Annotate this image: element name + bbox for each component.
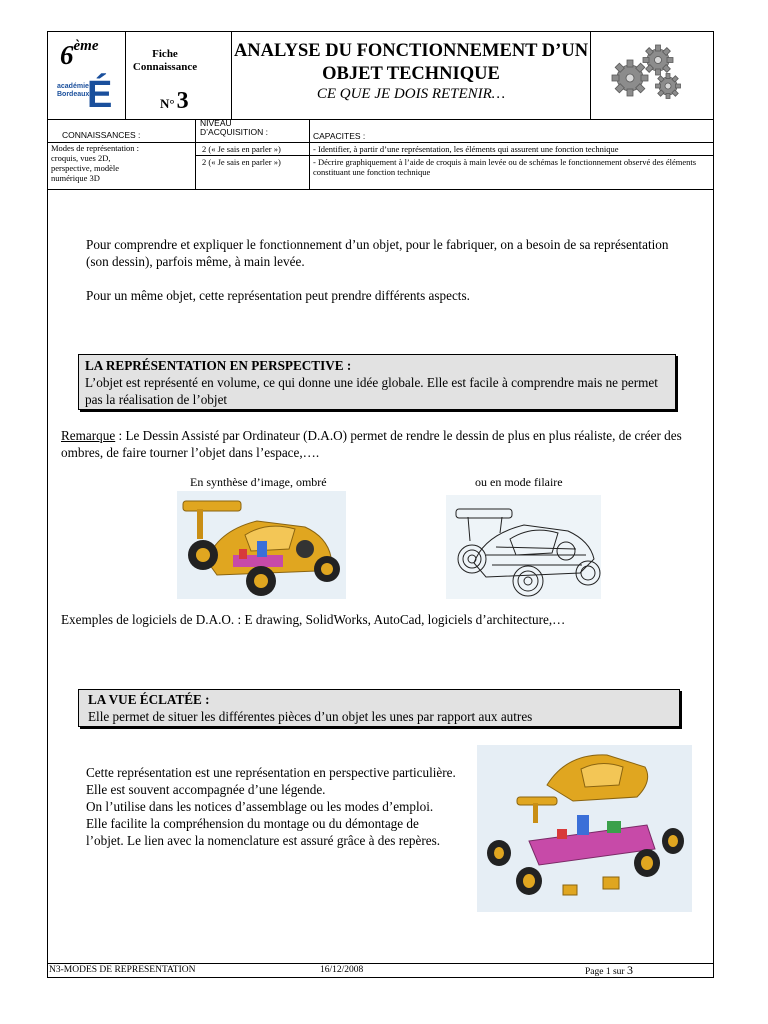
intro-paragraph: Pour un même objet, cette représentation peut prendre différents aspects. — [86, 288, 470, 303]
table-divider — [309, 119, 310, 189]
col-capacites-head: CAPACITES : — [313, 131, 366, 141]
exploded-line: Elle facilite la compréhension du montage ou du démontage de l’objet. Le lien avec la nomenclature est assuré grâce à des repères. — [86, 816, 441, 848]
exploded-heading: LA VUE ÉCLATÉE : — [88, 692, 210, 707]
caption-wire: ou en mode filaire — [475, 475, 563, 489]
page-title: ANALYSE DU FONCTIONNEMENT D’UN OBJET TECHNIQUE — [233, 41, 589, 84]
exploded-line: Elle est souvent accompagnée d’une légende. — [86, 782, 326, 797]
header-divider — [590, 31, 591, 119]
perspective-body: L’objet est représenté en volume, ce qui donne une idée globale. Elle est facile à comprendre mais ne permet pas la réalisation de l’objet — [85, 375, 658, 407]
exploded-line: On l’utilise dans les notices d’assemblage ou les modes d’emploi. — [86, 799, 434, 814]
header-bottom-line — [47, 119, 714, 120]
exploded-box — [78, 689, 680, 727]
col-connaissances-head: CONNAISSANCES : — [62, 130, 141, 140]
header-divider — [125, 31, 126, 119]
fiche-number: N°3 — [160, 88, 189, 114]
capacite-cell: - Identifier, à partir d’une représentation, les éléments qui assurent une fonction technique — [313, 144, 619, 154]
grade-label: 6ème — [60, 38, 99, 70]
footer-doc-name: N3-MODES DE REPRESENTATION — [49, 965, 196, 975]
table-line — [195, 155, 714, 156]
remark-paragraph: Remarque : Le Dessin Assisté par Ordinateur (D.A.O) permet de rendre le dessin de plus en plus réaliste, de créer des ombres, de faire tourner l’objet dans l’espace,…. — [61, 428, 682, 460]
fiche-label: Fiche Connaissance — [132, 48, 198, 73]
table-line — [47, 189, 714, 190]
col-niveau-head: NIVEAU D’ACQUISITION : — [200, 118, 269, 137]
gears-icon — [608, 40, 688, 106]
perspective-box — [78, 354, 676, 410]
software-examples: Exemples de logiciels de D.A.O. : E drawing, SolidWorks, AutoCad, logiciels d’architecture,… — [61, 612, 566, 627]
exploded-description — [86, 764, 456, 849]
car-shaded-image — [177, 491, 346, 599]
exploded-line: Cette représentation est une représentation en perspective particulière. — [86, 765, 456, 780]
car-wireframe-image — [446, 495, 601, 599]
niveau-cell: 2 (« Je sais en parler ») — [202, 157, 281, 167]
table-divider — [195, 119, 196, 189]
exploded-body: Elle permet de situer les différentes pièces d’un objet les unes par rapport aux autres — [88, 709, 533, 724]
remark-label: Remarque — [61, 428, 116, 443]
footer-date: 16/12/2008 — [320, 965, 364, 975]
intro-paragraph: Pour comprendre et expliquer le fonctionnement d’un objet, pour le fabriquer, on a besoin de sa représentation (son dessin), parfois même, à main levée. — [86, 237, 669, 269]
connaissances-cell: Modes de représentation : croquis, vues 2D, perspective, modèle numérique 3D — [51, 143, 140, 183]
academie-logo: académie Bordeaux É — [57, 74, 113, 116]
niveau-cell: 2 (« Je sais en parler ») — [202, 144, 281, 154]
caption-shaded: En synthèse d’image, ombré — [190, 475, 327, 489]
page-subtitle: CE QUE JE DOIS RETENIR… — [316, 86, 506, 102]
capacite-cell: - Décrire graphiquement à l’aide de croquis à main levée ou de schémas le fonctionnement observé des éléments constituant une fonction technique — [313, 157, 697, 177]
car-exploded-image — [477, 745, 692, 912]
perspective-heading: LA REPRÉSENTATION EN PERSPECTIVE : — [85, 358, 352, 373]
footer-page: Page 1 sur 3 — [585, 963, 633, 977]
table-line — [47, 142, 714, 143]
